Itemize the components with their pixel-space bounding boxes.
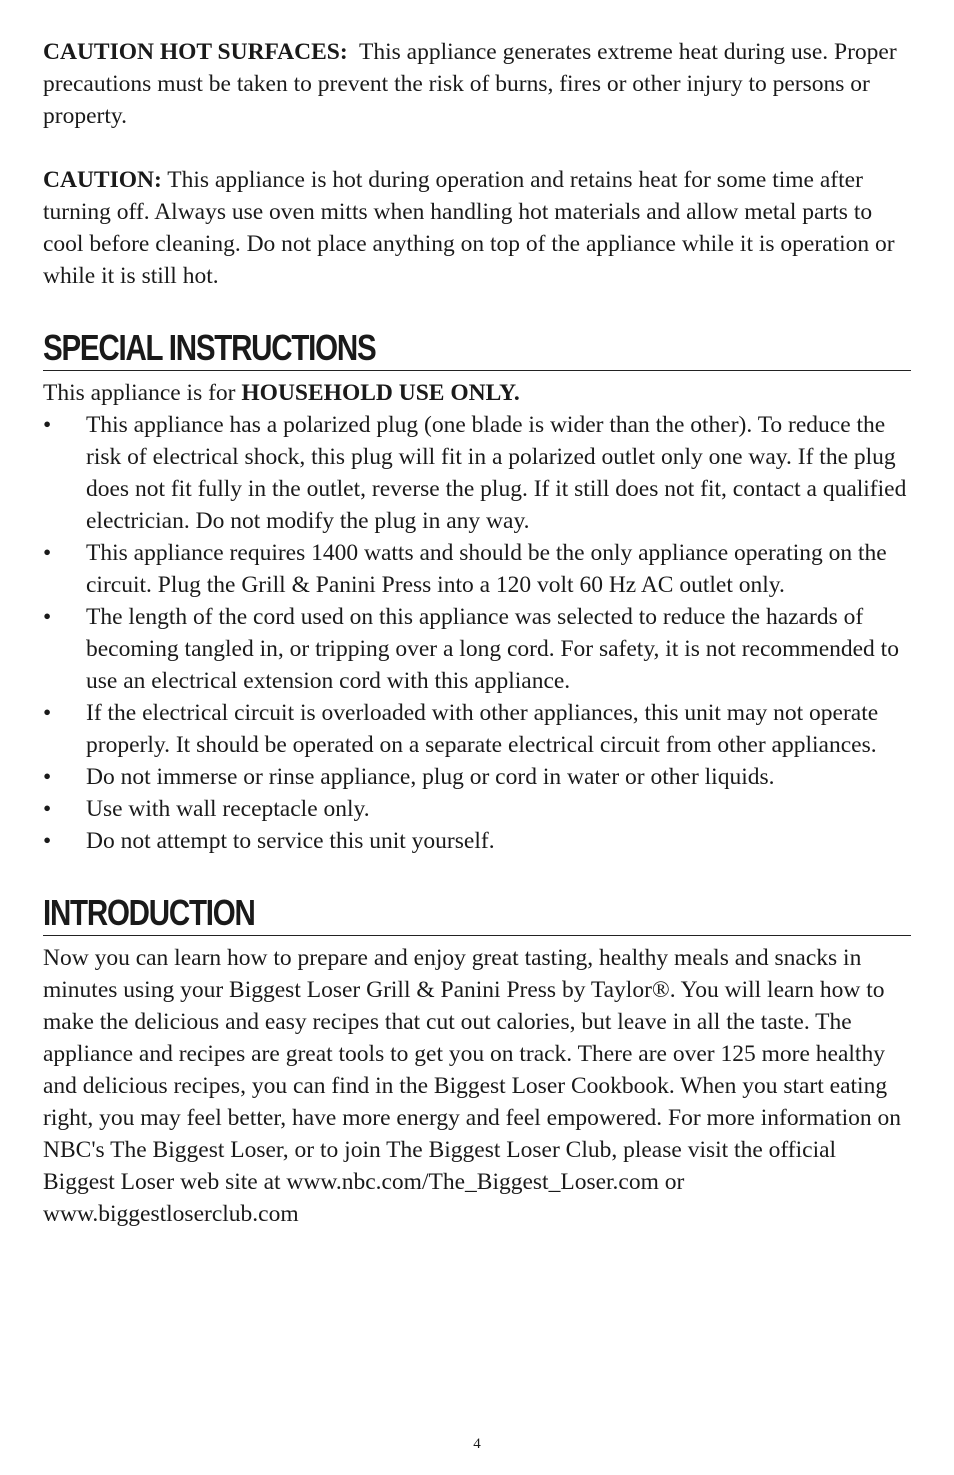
page-number: 4: [473, 1436, 481, 1452]
list-item: [43, 793, 911, 825]
bullet-icon: •: [43, 764, 52, 790]
list-item-text: Use with wall receptacle only.: [86, 796, 370, 822]
list-item: [43, 601, 911, 697]
bullet-icon: •: [43, 796, 52, 822]
list-item-text: Do not immerse or rinse appliance, plug or cord in water or other liquids.: [86, 764, 775, 790]
household-use-line: [43, 377, 911, 409]
list-item: [43, 697, 911, 761]
bullet-icon: •: [43, 828, 52, 854]
bullet-icon: •: [43, 700, 52, 726]
list-item-text: This appliance requires 1400 watts and should be the only appliance operating on the circuit. Plug the Grill & Panini Press into a 120 volt 60 Hz AC outlet only.: [86, 540, 887, 598]
section-divider: [43, 935, 911, 936]
list-item: [43, 409, 911, 537]
special-instructions-list: [43, 409, 911, 857]
household-use-bold: HOUSEHOLD USE ONLY.: [241, 380, 520, 406]
caution-hot-surfaces-paragraph: [43, 36, 911, 132]
bullet-icon: •: [43, 540, 52, 566]
caution-text: This appliance is hot during operation and retains heat for some time after turning off. Always use oven mitts when handling hot materials and allow metal parts to cool before cleaning. Do not place anything on top of the appliance while it is operation or while it is still hot.: [43, 167, 895, 289]
bullet-icon: •: [43, 412, 52, 438]
introduction-heading: INTRODUCTION: [43, 892, 255, 933]
bullet-icon: •: [43, 604, 52, 630]
household-intro-text: This appliance is for: [43, 380, 236, 406]
list-item-text: If the electrical circuit is overloaded with other appliances, this unit may not operate properly. It should be operated on a separate electrical circuit from other appliances.: [86, 700, 879, 758]
caution-paragraph: [43, 164, 911, 292]
document-page: [43, 36, 911, 1230]
caution-hot-surfaces-text: This appliance generates extreme heat during use. Proper precautions must be taken to prevent the risk of burns, fires or other injury to persons or property.: [43, 39, 897, 129]
list-item: [43, 825, 911, 857]
caution-label: CAUTION:: [43, 167, 162, 193]
section-divider: [43, 370, 911, 371]
special-instructions-heading: SPECIAL INSTRUCTIONS: [43, 327, 376, 368]
caution-hot-surfaces-label: CAUTION HOT SURFACES:: [43, 39, 348, 65]
introduction-paragraph: Now you can learn how to prepare and enjoy great tasting, healthy meals and snacks in minutes using your Biggest Loser Grill & Panini Press by Taylor®. You will learn how to make the delicious and easy recipes that cut out calories, but leave in all the taste. The appliance and recipes are great tools to get you on track. There are over 125 more healthy and delicious recipes, you can find in the Biggest Loser Cookbook. When you start eating right, you may feel better, have more energy and feel empowered. For more information on NBC's The Biggest Loser, or to join The Biggest Loser Club, please visit the official Biggest Loser web site at www.nbc.com/The_Biggest_Loser.com or www.biggestloserclub.com: [43, 945, 902, 1227]
list-item: [43, 761, 911, 793]
list-item-text: This appliance has a polarized plug (one blade is wider than the other). To reduce the risk of electrical shock, this plug will fit in a polarized outlet only one way. If the plug does not fit fully in the outlet, reverse the plug. If it still does not fit, contact a qualified electrician. Do not modify the plug in any way.: [86, 412, 907, 534]
list-item-text: Do not attempt to service this unit yourself.: [86, 828, 495, 854]
list-item: [43, 537, 911, 601]
list-item-text: The length of the cord used on this appliance was selected to reduce the hazards of becoming tangled in, or tripping over a long cord. For safety, it is not recommended to use an electrical extension cord with this appliance.: [86, 604, 899, 694]
